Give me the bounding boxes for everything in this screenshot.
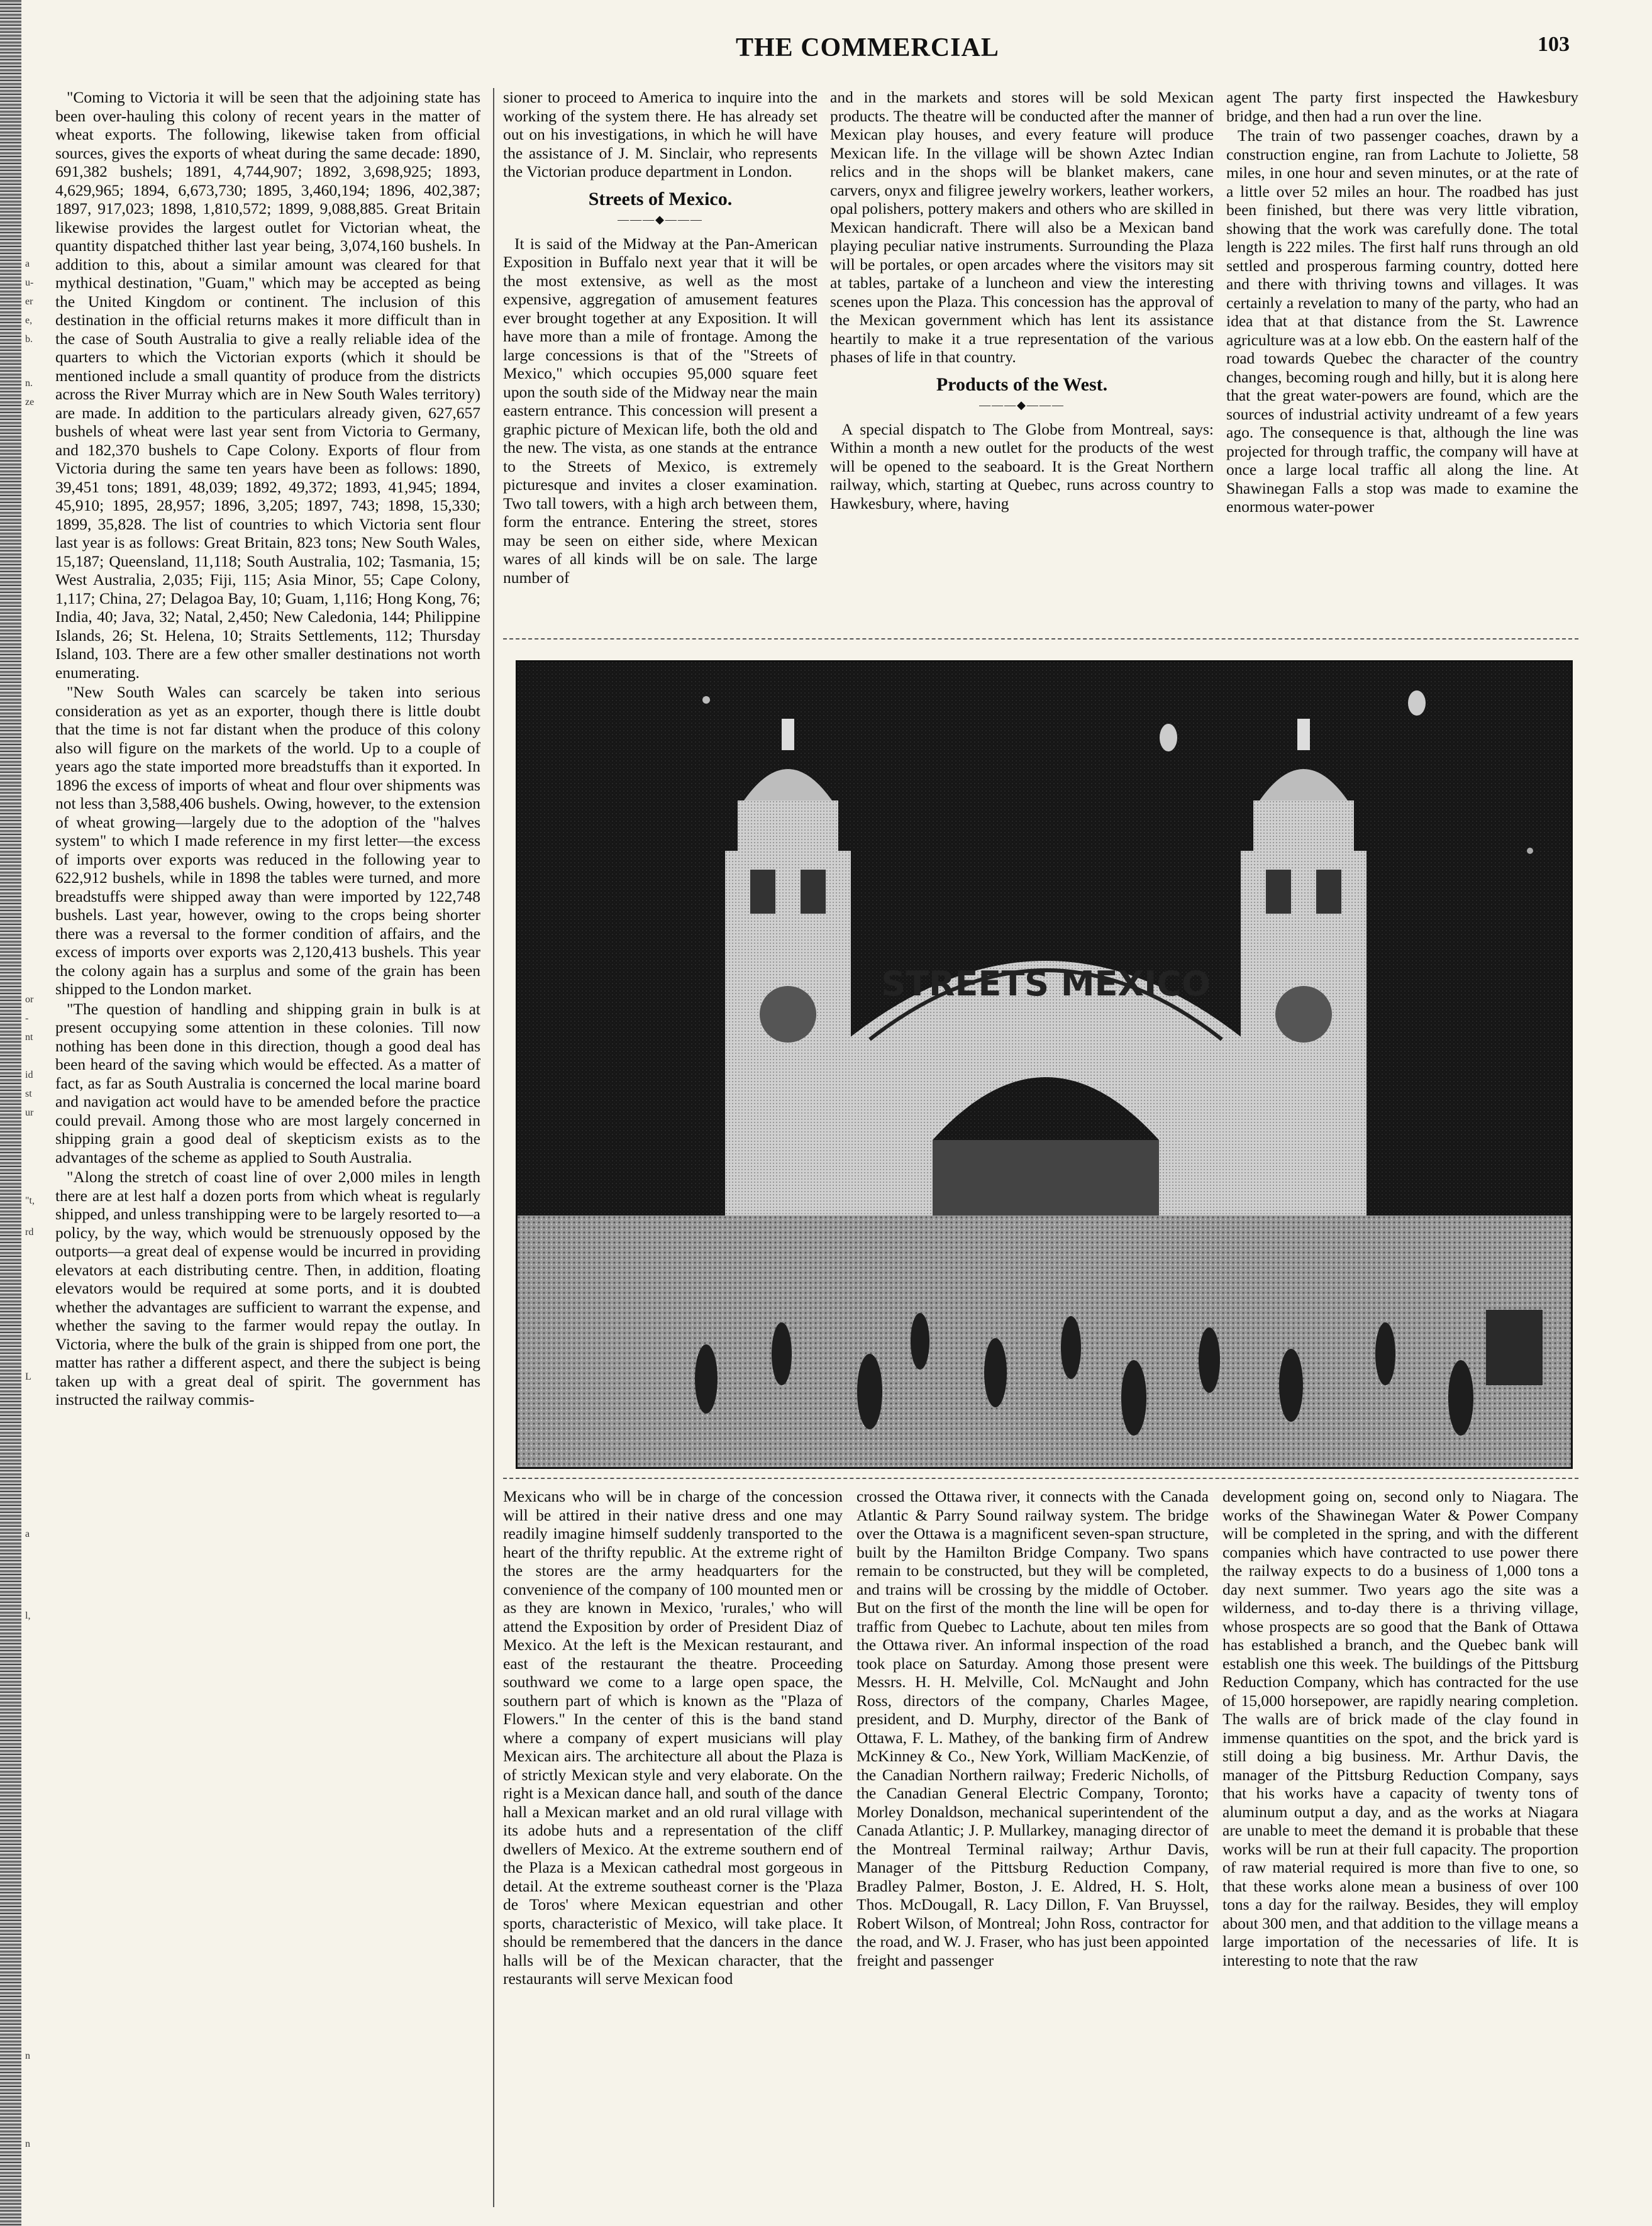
column-1 xyxy=(55,88,480,2207)
margin-fragments xyxy=(25,0,50,2226)
margin-mark: - xyxy=(25,1013,29,1024)
margin-mark: b. xyxy=(25,334,33,345)
streets-of-mexico-photograph xyxy=(516,660,1573,1469)
paragraph: "Along the stretch of coast line of over 2,000 miles in length there are at lest half a dozen ports from which wheat is regularly shipped, and unless transhipping were to be largely resorted to—a policy, by the way, which would be strenuously opposed by the outports—a great deal of expense would be incurred in providing elevators at each distributing centre. Then, in addition, floating elevators would be required at some ports, and it is doubted whether the advantages are sufficient to warrant the expense, and whether the saving to the farmer would repay the outlay. In Victoria, where the bulk of the grain is shipped from one port, the matter has rather a different aspect, and there the subject is being taken up with a great deal of spirit. The government has instructed the railway commis- xyxy=(55,1168,480,1409)
running-title: THE COMMERCIAL xyxy=(736,33,999,62)
paragraph: It is said of the Midway at the Pan-American Exposition in Buffalo next year that it will be the most extensive, as well as the most expensive, aggregation of amusement features ever brought together at any Exposition. It will have more than a mile of frontage. Among the large concessions is that of the "Streets of Mexico," which occupies 95,000 square feet upon the south side of the Midway near the main eastern entrance. This concession will present a graphic picture of Mexican life, both the old and the new. The vista, as one stands at the entrance to the Streets of Mexico, is extremely picturesque and invites a closer examination. Two tall towers, with a high arch between them, form the entrance. Entering the street, stores may be seen on either side, where Mexican wares of all kinds will be on sale. The large number of xyxy=(503,234,818,587)
margin-mark: "t, xyxy=(25,1195,35,1206)
margin-mark: n. xyxy=(25,378,33,389)
paragraph: A special dispatch to The Globe from Montreal, says: Within a month a new outlet for the products of the west will be opened to the seaboard. It is the Great Northern railway, which, starting at Quebec, runs across country to Hawkesbury, where, having xyxy=(830,419,1214,512)
margin-mark: n xyxy=(25,2139,30,2149)
margin-mark: a xyxy=(25,1529,30,1539)
paragraph: Mexicans who will be in charge of the concession will be attired in their native dress and one may readily imagine himself suddenly transported to the heart of the thrifty republic. At the extreme right of the stores are the army headquarters for the convenience of the company of 100 mounted men or as they are known in Mexico, 'rurales,' who will attend the Exposition by order of President Diaz of Mexico. At the left is the Mexican restaurant, and east of the restaurant the theatre. Proceeding southward we come to a large open space, the southern part of which is known as the "Plaza of Flowers." In the center of this is the band stand where a company of expert musicians will play Mexican airs. The architecture all about the Plaza is of strictly Mexican style and very elaborate. On the right is a Mexican dance hall, and south of the dance hall a Mexican market and an old rural village with its adobe huts and a representation of the cliff dwellers of Mexico. At the extreme southern end of the Plaza is a Mexican cathedral most gorgeous in detail. At the extreme southeast corner is the 'Plaza de Toros' where Mexican equestrian and other sports, characteristic of Mexico, will take place. It should be remembered that the dancers in the dance halls will be of the Mexican character, that the restaurants will serve Mexican food xyxy=(503,1487,843,1988)
margin-mark: er xyxy=(25,296,33,307)
margin-mark: L xyxy=(25,1371,31,1382)
column-4-bottom xyxy=(1222,1487,1578,2210)
section-divider xyxy=(503,638,1578,640)
margin-mark: l, xyxy=(25,1610,31,1621)
margin-mark: n xyxy=(25,2051,30,2061)
paragraph: and in the markets and stores will be sold Mexican products. The theatre will be conducted after the manner of Mexican play houses, and every feature will produce Mexican life. In the village will be shown Aztec Indian relics and in the shops will be blanket makers, cane carvers, onyx and filigree jewelry workers, leather workers, opal polishers, pottery makers and others who are skilled in Mexican handicraft. There will also be a Mexican band playing peculiar native instruments. Surrounding the Plaza will be portales, or open arcades where the visitors may sit at tables, partake of a luncheon and view the interesting scenes upon the Plaza. This concession has the approval of the Mexican government which has lent its assistance heartily to make it a true representation of the various phases of life in that country. xyxy=(830,88,1214,366)
margin-mark: or xyxy=(25,994,34,1005)
section-divider xyxy=(503,1478,1578,1479)
arch-sign-text: STREETS MEXICO xyxy=(881,964,1211,1004)
column-rule xyxy=(493,88,494,2207)
margin-mark: ze xyxy=(25,397,35,407)
margin-mark: nt xyxy=(25,1032,33,1043)
heading-ornament: ———◆——— xyxy=(979,399,1065,411)
margin-mark: u- xyxy=(25,277,34,288)
paragraph: "The question of handling and shipping grain in bulk is at present occupying some attention in these colonies. Till now nothing has been done in this direction, though a good deal has been heard of the saving which would be effected. As a matter of fact, as far as South Australia is concerned the local marine board and navigation act would have to be amended before the practice could prevail. Among those who are most largely concerned in shipping grain a good deal of skepticism exists as to the advantages of the scheme as applied to South Australia. xyxy=(55,999,480,1166)
heading-ornament: ———◆——— xyxy=(618,213,703,226)
margin-mark: ur xyxy=(25,1107,34,1118)
margin-mark: rd xyxy=(25,1227,34,1238)
paragraph: crossed the Ottawa river, it connects with the Canada Atlantic & Parry Sound railway system. The bridge over the Ottawa is a magnificent seven-span structure, built by the Hamilton Bridge Company. Two spans remain to be constructed, but they will be completed, and trains will be crossing by the middle of October. But on the first of the month the line will be open for traffic from Quebec to Lachute, about ten miles from the Ottawa river. An informal inspection of the road took place on Saturday. Among those present were Messrs. H. H. Melville, Col. McNaught and John Ross, directors of the company, Charles Magee, president, and D. Murphy, director of the Bank of Ottawa, F. L. Mathey, of the banking firm of Andrew McKinney & Co., New York, William MacKenzie, of the Canadian Northern railway; Frederic Nicholls, of the Canadian General Electric Company, Toronto; Morley Donaldson, mechanical superintendent of the Canada Atlantic; J. P. Mullarkey, managing director of the Montreal Terminal railway; Arthur Davis, Manager of the Pittsburg Reduction Company, Bradley Palmer, Boston, J. E. Aldred, H. S. Holt, Thos. McDougall, R. Lacy Dillon, F. Van Bruyssel, Robert Wilson, of Montreal; John Ross, contractor for the road, and W. J. Fraser, who has just been appointed freight and passenger xyxy=(856,1487,1209,1969)
scanned-page-edge xyxy=(0,0,21,2226)
paragraph: development going on, second only to Niagara. The works of the Shawinegan Water & Power Company will be completed in the spring, and with the different companies which have contracted to use power there the railway expects to do a business of 1,000 tons a day next summer. Two years ago the site was a wilderness, and to-day there is a thriving village, whose prospects are so good that the Bank of Ottawa has established a branch, and the Quebec bank will establish one this week. The buildings of the Pittsburg Reduction Company, which has contracted for the use of 15,000 horsepower, are rapidly nearing completion. The walls are of brick made of the clay found in immense quantities on the spot, and the brick yard is still doing a big business. Mr. Arthur Davis, the manager of the Pittsburg Reduction Company, says that his works have a capacity of twenty tons of aluminum output a day, and as the works at Niagara are unable to meet the demand it is probable that these works will be run at their full capacity. The proportion of raw material required is more than five to one, so that these works alone mean a business of over 100 tons a day for the railway. Besides, they will employ about 300 men, and that addition to the village means a large importation of the necessaries of life. It is interesting to note that the raw xyxy=(1222,1487,1578,1969)
photo-illustration xyxy=(518,662,1571,1467)
column-3-top xyxy=(830,88,1214,629)
section-heading: Products of the West. xyxy=(936,374,1108,395)
margin-mark: a xyxy=(25,258,30,269)
paragraph: agent The party first inspected the Hawkesbury bridge, and then had a run over the line. xyxy=(1226,88,1578,125)
paragraph: "New South Wales can scarcely be taken into serious consideration as yet as an exporter, though there is little doubt that the time is not far distant when the produce of this colony also will figure on the markets of the world. Up to a couple of years ago the state imported more breadstuffs than it exported. In 1896 the excess of imports of wheat and flour over shipments was not less than 3,588,406 bushels. Owing, however, to the extension of wheat growing—largely due to the adoption of the "halves system" to which I made reference in my first letter—the excess of imports over exports was reduced in the following year to 622,912 bushels, while in 1898 the tables were turned, and more breadstuffs were shipped away than were imported by 122,748 bushels. Last year, however, owing to the crops being shorter there was a reversal to the former condition of affairs, and the excess of imports over exports was 2,120,413 bushels. This year the colony again has a surplus and some of the grain has been shipped to the London market. xyxy=(55,683,480,998)
section-heading: Streets of Mexico. xyxy=(588,188,733,209)
paragraph: "Coming to Victoria it will be seen that the adjoining state has been over-hauling this colony of recent years in the matter of wheat exports. The following, likewise taken from official sources, gives the exports of wheat during the same decade: 1890, 691,382 bushels; 1891, 4,744,907; 1892, 3,698,925; 1893, 4,629,965; 1894, 6,673,730; 1895, 3,460,194; 1896, 402,387; 1897, 917,023; 1898, 1,810,572; 1899, 9,088,885. Great Britain likewise provides the largest outlet for Victorian wheat, the quantity dispatched thither last year being, 3,074,160 bushels. In addition to this, about a similar amount was cleared for that mythical destination, "Guam," which may be accepted as being the United Kingdom or continent. The inclusion of this destination in the official returns makes it more difficult than in the case of South Australia to give a really reliable idea of the quarters to which the Victorian exports (which it should be mentioned include a small quantity of produce from the districts across the River Murray which are in New South Wales territory) are made. In addition to the particulars already given, 627,657 bushels of wheat were last year sent from Victoria to Germany, and 182,370 bushels to Cape Colony. Exports of flour from Victoria during the same ten years have been as follows: 1890, 39,451 tons; 1891, 48,039; 1892, 49,372; 1893, 41,945; 1894, 45,910; 1895, 28,957; 1896, 3,205; 1897, 743; 1898, 15,330; 1899, 35,828. The list of countries to which Victoria sent flour last year is as follows: Great Britain, 823 tons; New South Wales, 15,187; Queensland, 11,118; South Australia, 102; Tasmania, 15; West Australia, 2,035; Fiji, 115; Asia Minor, 55; Cape Colony, 1,117; China, 27; Delagoa Bay, 10; Guam, 1,116; Hong Kong, 76; India, 40; Java, 32; Natal, 2,450; New Caledonia, 144; Philippine Islands, 26; St. Helena, 10; Straits Settlements, 112; Thursday Island, 103. There are a few other smaller destinations not worth enumerating. xyxy=(55,88,480,682)
margin-mark: st xyxy=(25,1088,32,1099)
margin-mark: id xyxy=(25,1070,33,1080)
column-4-top xyxy=(1226,88,1578,629)
column-3-bottom xyxy=(856,1487,1209,2210)
column-2-top xyxy=(503,88,818,629)
column-2-bottom xyxy=(503,1487,843,2210)
paragraph: The train of two passenger coaches, drawn by a construction engine, ran from Lachute to Joliette, 58 miles, in one hour and seven minutes, or at the rate of a little over 52 miles an hour. The roadbed has just been finished, but there was very little vibration, showing that the work was carefully done. The total length is 222 miles. The first half runs through an old settled and prosperous farming country, dotted here and there with thriving towns and villages. It was certainly a revelation to many of the party, who had an idea that at that distance from the St. Lawrence agriculture was at a low ebb. On the eastern half of the road towards Quebec the character of the country changes, becoming rough and hilly, but it is along here that the great water-powers are found, which are the sources of industrial activity undreamt of a few years ago. The consequence is that, although the line was projected for through traffic, the company will have at once a large local traffic all along the line. At Shawinegan Falls a stop was made to examine the enormous water-power xyxy=(1226,126,1578,516)
page-number: 103 xyxy=(1538,33,1570,56)
paragraph: sioner to proceed to America to inquire into the working of the system there. He has already set out on his investigations, in which he will have the assistance of J. M. Sinclair, who represents the Victorian produce department in London. xyxy=(503,88,818,180)
margin-mark: e, xyxy=(25,315,33,326)
